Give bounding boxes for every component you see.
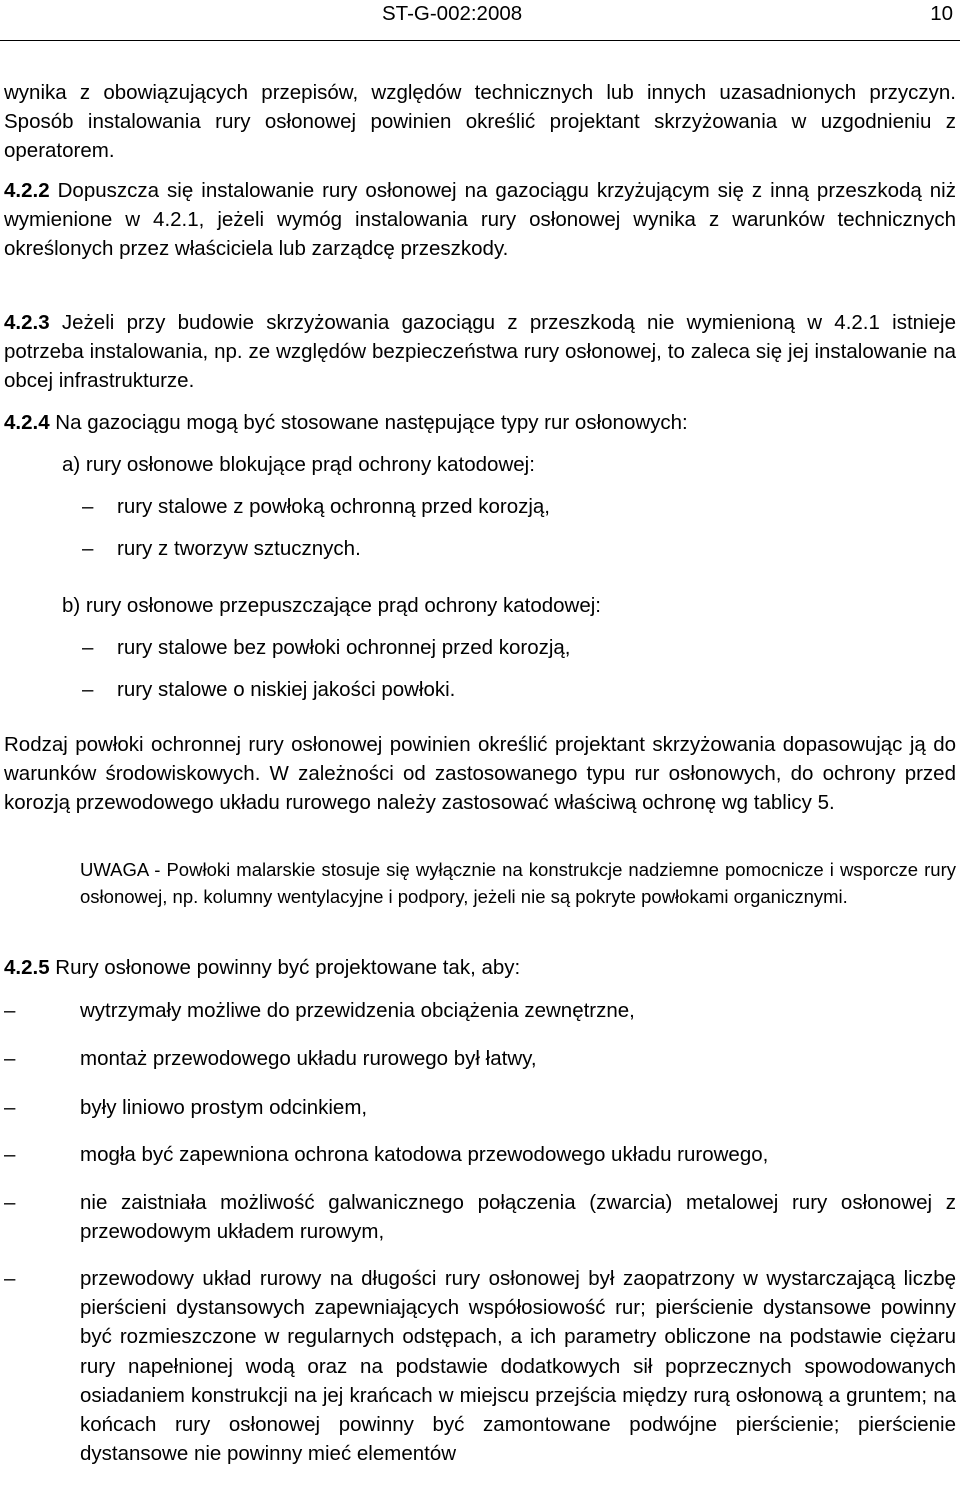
list-item-text: wytrzymały możliwe do przewidzenia obciążenia zewnętrzne, bbox=[80, 999, 635, 1022]
list-item-text: nie zaistniała możliwość galwanicznego połączenia (zwarcia) metalowej rury osłonowej z przewodowym układem rurowym, bbox=[80, 1191, 956, 1244]
dash-bullet: – bbox=[4, 1096, 16, 1119]
section-text: Rury osłonowe powinny być projektowane tak, aby: bbox=[49, 956, 521, 979]
list-item-text: montaż przewodowego układu rurowego był łatwy, bbox=[80, 1047, 537, 1070]
dash-bullet: – bbox=[82, 495, 94, 518]
dash-bullet: – bbox=[4, 999, 16, 1022]
document-code: ST-G-002:2008 bbox=[382, 2, 523, 25]
section-number: 4.2.2 bbox=[4, 179, 50, 202]
section-number: 4.2.3 bbox=[4, 311, 50, 334]
section-text: Na gazociągu mogą być stosowane następujące typy rur osłonowych: bbox=[49, 411, 688, 434]
section-4-2-2 bbox=[4, 176, 956, 264]
list-a-label: a) rury osłonowe blokujące prąd ochrony katodowej: bbox=[62, 453, 535, 476]
page-number: 10 bbox=[930, 2, 953, 25]
dash-bullet: – bbox=[82, 636, 94, 659]
dash-bullet: – bbox=[82, 537, 94, 560]
dash-bullet: – bbox=[82, 678, 94, 701]
coating-text: Rodzaj powłoki ochronnej rury osłonowej powinien określić projektant skrzyżowania dopasowując ją do warunków środowiskowych. W zależności od zastosowanego typu rur osłonowych, do ochrony przed korozją przewodowego układu rurowego należy zastosować właściwą ochronę wg tablicy 5. bbox=[4, 733, 956, 815]
dash-bullet: – bbox=[4, 1143, 16, 1166]
section-text: Jeżeli przy budowie skrzyżowania gazociągu z przeszkodą nie wymienioną w 4.2.1 istnieje potrzeba instalowania, np. ze względów bezpieczeństwa rury osłonowej, to zaleca się jej instalowanie na obcej infrastrukturze. bbox=[4, 311, 956, 393]
dash-bullet: – bbox=[4, 1267, 16, 1290]
list-item-text: rury z tworzyw sztucznych. bbox=[117, 537, 361, 560]
coating-paragraph bbox=[4, 730, 956, 818]
note-block bbox=[80, 857, 956, 910]
dash-bullet: – bbox=[4, 1191, 16, 1214]
list-item-text: przewodowy układ rurowy na długości rury osłonowej był zaopatrzony w wystarczającą liczbę pierścieni dystansowych zapewniających współosiowość rur; pierścienie dystansowe powinny być rozmieszczone w regularnych odstępach, a ich parametry obliczone na podstawie ciężaru rury napełnionej wodą oraz na podstawie dodatkowych sił poprzecznych spowodowanych osiadaniem konstrukcji na jej krańcach w miejscu przejścia między rurą osłonową a gruntem; na końcach rury osłonowej powinny być zamontowane podwójne pierścienie; pierścienie dystansowe nie powinny mieć elementów bbox=[80, 1267, 956, 1466]
list-item-text: rury stalowe bez powłoki ochronnej przed korozją, bbox=[117, 636, 571, 659]
dash-bullet: – bbox=[4, 1047, 16, 1070]
section-text: Dopuszcza się instalowanie rury osłonowej na gazociągu krzyżującym się z inną przeszkodą niż wymienione w 4.2.1, jeżeli wymóg instalowania rury osłonowej wynika z warunków technicznych określonych przez właściciela lub zarządcę przeszkody. bbox=[4, 179, 956, 261]
page-header bbox=[0, 0, 960, 41]
list-item-text: mogła być zapewniona ochrona katodowa przewodowego układu rurowego, bbox=[80, 1143, 769, 1166]
section-4-2-5 bbox=[4, 953, 956, 982]
list-item-text: były liniowo prostym odcinkiem, bbox=[80, 1096, 368, 1119]
intro-paragraph bbox=[4, 78, 956, 166]
list-b-label: b) rury osłonowe przepuszczające prąd ochrony katodowej: bbox=[62, 594, 601, 617]
section-number: 4.2.4 bbox=[4, 411, 50, 434]
section-number: 4.2.5 bbox=[4, 956, 50, 979]
section-4-2-4 bbox=[4, 408, 956, 437]
intro-text: wynika z obowiązujących przepisów, względów technicznych lub innych uzasadnionych przyczyn. Sposób instalowania rury osłonowej powinien określić projektant skrzyżowania w uzgodnieniu z operatorem. bbox=[4, 81, 956, 163]
list-item-text: rury stalowe o niskiej jakości powłoki. bbox=[117, 678, 456, 701]
section-4-2-3 bbox=[4, 308, 956, 396]
note-text: UWAGA - Powłoki malarskie stosuje się wyłącznie na konstrukcje nadziemne pomocnicze i wsporcze rury osłonowej, np. kolumny wentylacyjne i podpory, jeżeli nie są pokryte powłokami organicznymi. bbox=[80, 859, 956, 907]
list-item-text: rury stalowe z powłoką ochronną przed korozją, bbox=[117, 495, 550, 518]
